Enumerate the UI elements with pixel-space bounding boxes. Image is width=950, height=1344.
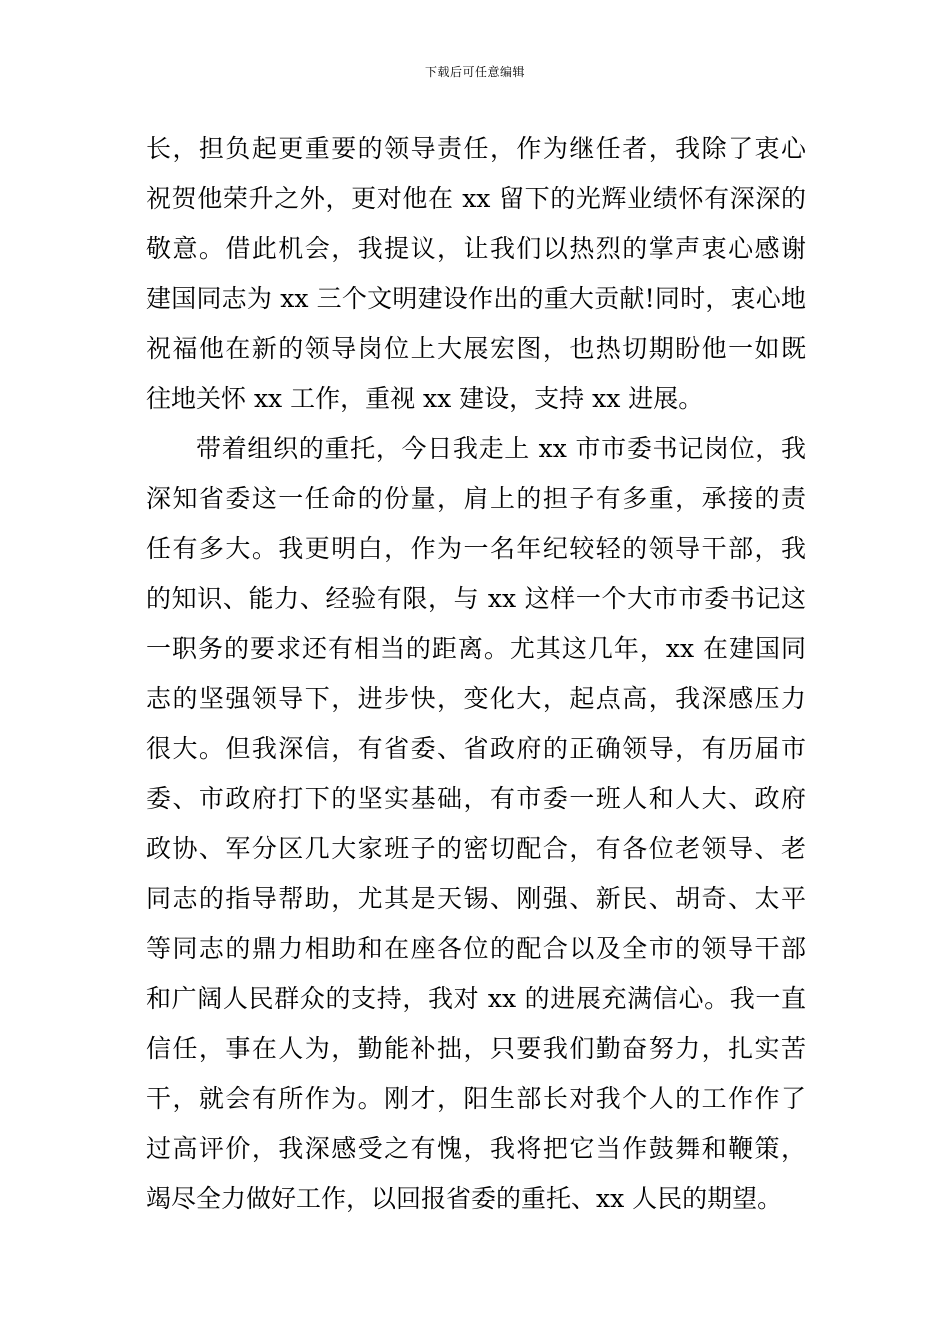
- text-line: 志的坚强领导下，进步快，变化大，起点高，我深感压力: [146, 684, 806, 713]
- text-line: 同志的指导帮助，尤其是天锡、刚强、新民、胡奇、太平: [146, 884, 806, 913]
- text-line: 深知省委这一任命的份量，肩上的担子有多重，承接的责: [146, 484, 806, 513]
- text-line: 任有多大。我更明白，作为一名年纪较轻的领导干部，我: [146, 534, 806, 563]
- text-line: 政协、军分区几大家班子的密切配合，有各位老领导、老: [146, 834, 806, 863]
- text-line: 委、市政府打下的坚实基础，有市委一班人和人大、政府: [146, 784, 806, 813]
- text-line: 建国同志为 xx 三个文明建设作出的重大贡献!同时，衷心地: [146, 284, 806, 313]
- text-line: 竭尽全力做好工作，以回报省委的重托、xx 人民的期望。: [146, 1184, 783, 1213]
- text-line: 过高评价，我深感受之有愧，我将把它当作鼓舞和鞭策，: [146, 1134, 806, 1163]
- text-line: 带着组织的重托，今日我走上 xx 市市委书记岗位，我: [196, 434, 806, 463]
- text-line: 长，担负起更重要的领导责任，作为继任者，我除了衷心: [146, 134, 806, 163]
- text-line: 和广阔人民群众的支持，我对 xx 的进展充满信心。我一直: [146, 984, 806, 1013]
- paragraph-1: [146, 124, 806, 424]
- text-line: 的知识、能力、经验有限，与 xx 这样一个大市市委书记这: [146, 584, 806, 613]
- text-line: 祝福他在新的领导岗位上大展宏图，也热切期盼他一如既: [146, 334, 806, 363]
- text-line: 信任，事在人为，勤能补拙，只要我们勤奋努力，扎实苦: [146, 1034, 806, 1063]
- text-line: 敬意。借此机会，我提议，让我们以热烈的掌声衷心感谢: [146, 234, 806, 263]
- text-line: 干，就会有所作为。刚才，阳生部长对我个人的工作作了: [146, 1084, 806, 1113]
- paragraph-2: [146, 424, 806, 1224]
- page-header: 下载后可任意编辑: [424, 65, 525, 79]
- text-line: 很大。但我深信，有省委、省政府的正确领导，有历届市: [146, 734, 806, 763]
- text-line: 往地关怀 xx 工作，重视 xx 建设，支持 xx 进展。: [146, 384, 704, 413]
- text-line: 等同志的鼎力相助和在座各位的配合以及全市的领导干部: [146, 934, 806, 963]
- document-body: [146, 124, 806, 1224]
- text-line: 祝贺他荣升之外，更对他在 xx 留下的光辉业绩怀有深深的: [146, 184, 806, 213]
- text-line: 一职务的要求还有相当的距离。尤其这几年，xx 在建国同: [146, 634, 806, 663]
